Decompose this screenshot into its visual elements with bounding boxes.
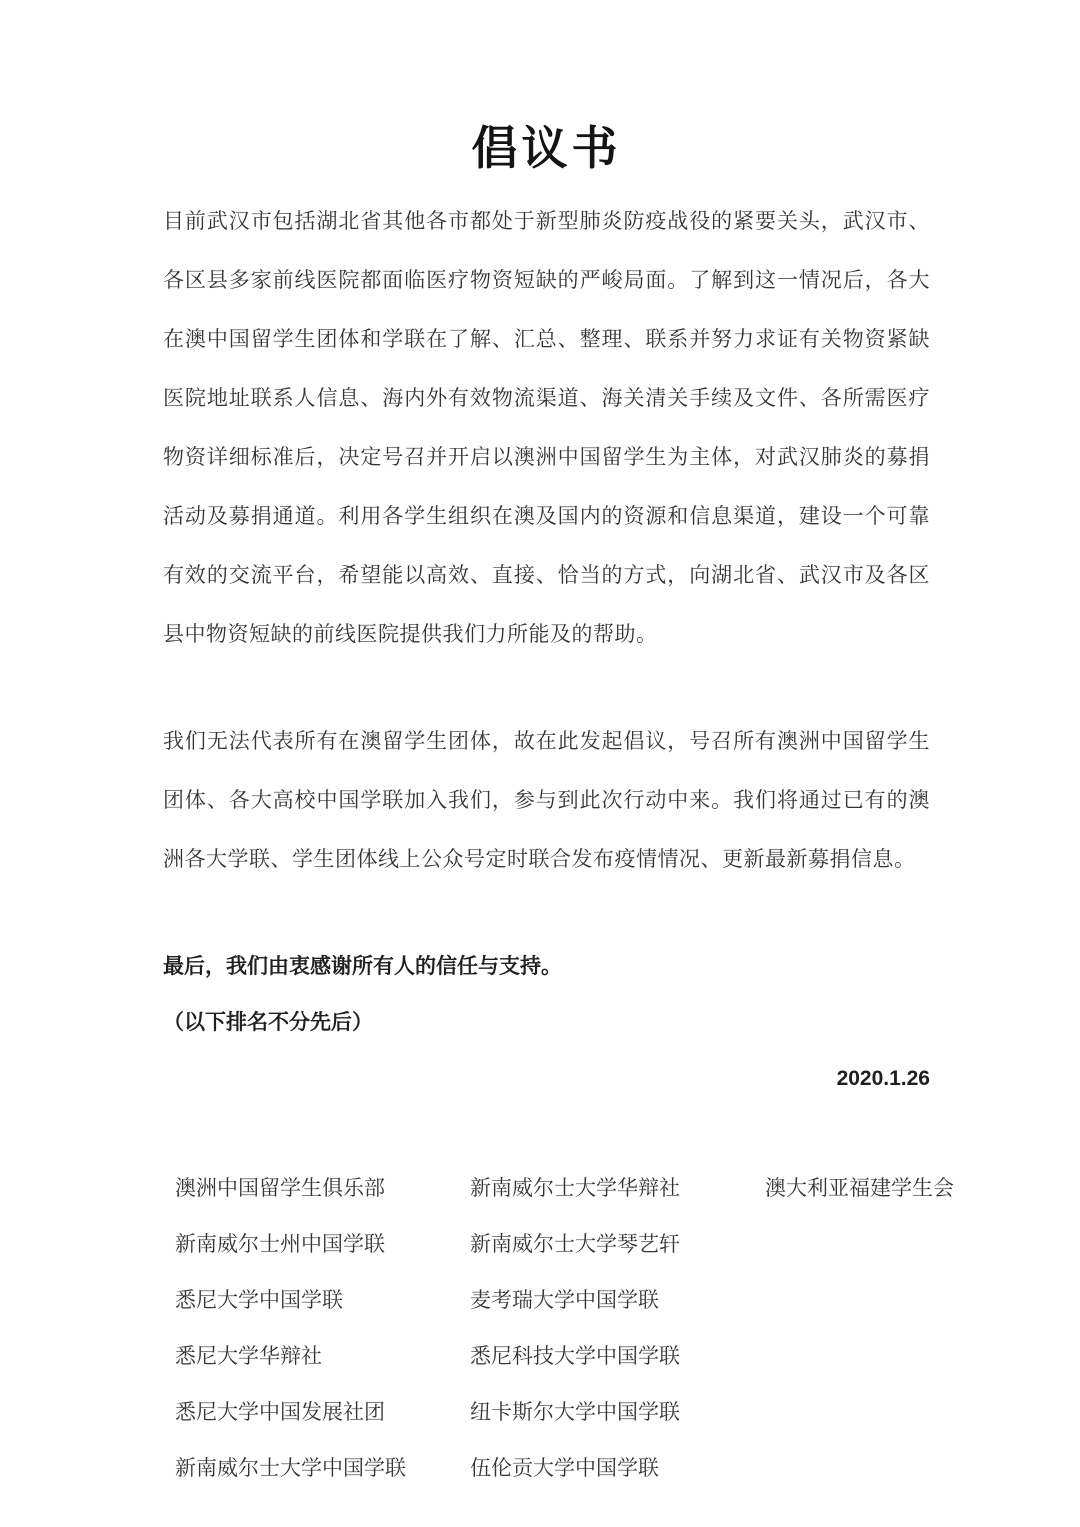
ranking-note: （以下排名不分先后） bbox=[163, 1010, 373, 1034]
signatory-cell: 悉尼科技大学中国学联 bbox=[470, 1344, 680, 1368]
signatory-cell: 新南威尔士州中国学联 bbox=[175, 1232, 385, 1256]
signatory-cell: 悉尼大学华辩社 bbox=[175, 1344, 322, 1368]
signatory-cell: 新南威尔士大学华辩社 bbox=[470, 1176, 680, 1200]
signatory-cell bbox=[765, 1385, 954, 1441]
signatory-cell: 澳大利亚福建学生会 bbox=[765, 1176, 954, 1200]
paragraph-2: 我们无法代表所有在澳留学生团体，故在此发起倡议，号召所有澳洲中国留学生团体、各大高校中国学联加入我们，参与到此次行动中来。我们将通过已有的澳洲各大学联、学生团体线上公众号定时联合发布疫情情况、更新最新募捐信息。 bbox=[163, 729, 930, 871]
signatory-cell bbox=[765, 1217, 954, 1273]
page-title: 倡议书 bbox=[471, 122, 622, 174]
signatory-cell: 伍伦贡大学中国学联 bbox=[470, 1456, 659, 1480]
signatory-cell: 新南威尔士大学中国学联 bbox=[175, 1456, 406, 1480]
signatory-cell: 澳洲中国留学生俱乐部 bbox=[175, 1176, 385, 1200]
signatory-cell: 新南威尔士大学琴艺轩 bbox=[470, 1232, 680, 1256]
signatory-cell: 悉尼大学中国发展社团 bbox=[175, 1400, 385, 1424]
signatory-cell bbox=[765, 1273, 954, 1329]
signatory-cell: 麦考瑞大学中国学联 bbox=[470, 1288, 659, 1312]
signatory-cell bbox=[765, 1441, 954, 1497]
signatory-cell bbox=[765, 1329, 954, 1385]
paragraph-1: 目前武汉市包括湖北省其他各市都处于新型肺炎防疫战役的紧要关头，武汉市、各区县多家前线医院都面临医疗物资短缺的严峻局面。了解到这一情况后，各大在澳中国留学生团体和学联在了解、汇总、整理、联系并努力求证有关物资紧缺医院地址联系人信息、海内外有效物流渠道、海关清关手续及文件、各所需医疗物资详细标准后，决定号召并开启以澳洲中国留学生为主体，对武汉肺炎的募捐活动及募捐通道。利用各学生组织在澳及国内的资源和信息渠道，建设一个可靠有效的交流平台，希望能以高效、直接、恰当的方式，向湖北省、武汉市及各区县中物资短缺的前线医院提供我们力所能及的帮助。 bbox=[163, 209, 930, 646]
signatory-cell: 悉尼大学中国学联 bbox=[175, 1288, 343, 1312]
signatory-cell: 纽卡斯尔大学中国学联 bbox=[470, 1400, 680, 1424]
date: 2020.1.26 bbox=[836, 1066, 930, 1090]
closing-thanks-line: 最后，我们由衷感谢所有人的信任与支持。 bbox=[163, 954, 562, 978]
signatory-list bbox=[175, 1161, 954, 1497]
